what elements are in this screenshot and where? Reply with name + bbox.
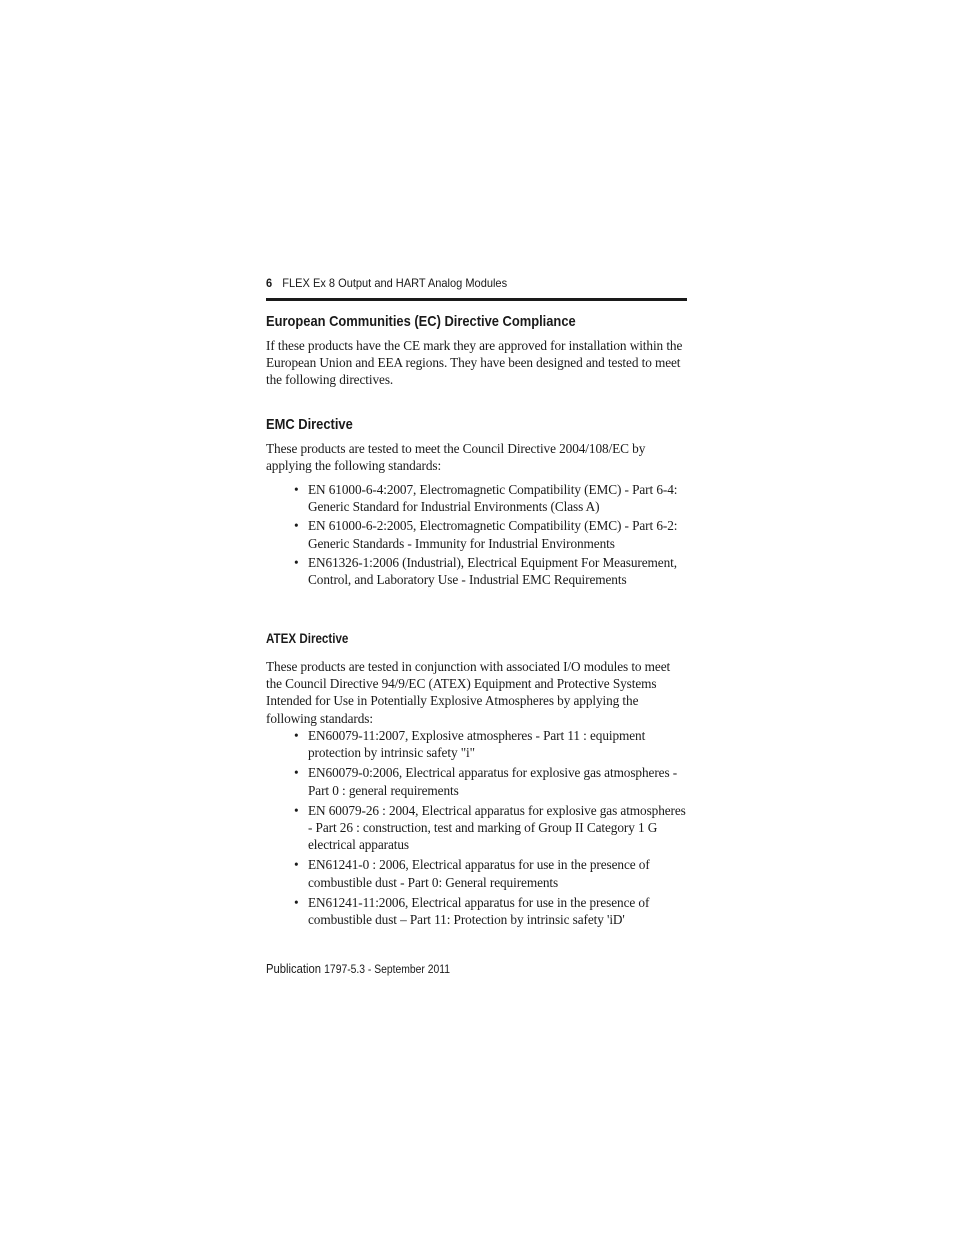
bullet-icon: • xyxy=(294,482,299,497)
publication-number: 1797-5.3 - September 2011 xyxy=(324,964,450,976)
atex-standards-list xyxy=(294,727,689,928)
ec-section-body: If these products have the CE mark they are approved for installation within the European Union and EEA regions. They have been designed and tested to meet the following directives. xyxy=(266,338,683,388)
list-item: • EN 60079-26 : 2004, Electrical apparatus for explosive gas atmospheres - Part 26 : construction, test and marking of Group II Category 1 G electrical apparatus xyxy=(294,802,686,853)
emc-section-body: These products are tested to meet the Council Directive 2004/108/EC by applying the following standards: xyxy=(266,441,646,474)
list-item: • EN61326-1:2006 (Industrial), Electrical Equipment For Measurement, Control, and Laboratory Use - Industrial EMC Requirements xyxy=(294,554,677,588)
bullet-icon: • xyxy=(294,765,299,781)
bullet-icon: • xyxy=(294,518,299,534)
bullet-icon: • xyxy=(294,894,299,910)
page-footer xyxy=(266,962,450,976)
atex-section-title: ATEX Directive xyxy=(266,631,349,646)
page-number: 6 xyxy=(266,276,273,290)
header-rule xyxy=(266,298,687,301)
emc-standards-list xyxy=(294,481,689,588)
running-title: FLEX Ex 8 Output and HART Analog Modules xyxy=(282,276,508,290)
list-item: • EN61241-11:2006, Electrical apparatus for use in the presence of combustible dust – Part 11: Protection by intrinsic safety 'iD' xyxy=(294,894,650,928)
ec-section-title: European Communities (EC) Directive Compliance xyxy=(266,313,576,330)
bullet-icon: • xyxy=(294,802,299,818)
emc-section-title: EMC Directive xyxy=(266,416,353,433)
bullet-icon: • xyxy=(294,857,299,873)
list-item: • EN 61000-6-2:2005, Electromagnetic Compatibility (EMC) - Part 6-2: Generic Standards - Immunity for Industrial Environments xyxy=(294,518,678,551)
publication-label: Publication xyxy=(266,962,322,976)
running-header xyxy=(266,276,653,293)
list-item: • EN60079-0:2006, Electrical apparatus for explosive gas atmospheres - Part 0 : general requirements xyxy=(294,765,678,798)
list-item: • EN60079-11:2007, Explosive atmospheres - Part 11 : equipment protection by intrinsic safety "i" xyxy=(294,728,646,761)
list-item: • EN 61000-6-4:2007, Electromagnetic Compatibility (EMC) - Part 6-4: Generic Standard for Industrial Environments (Class A) xyxy=(294,482,678,515)
list-item: • EN61241-0 : 2006, Electrical apparatus for use in the presence of combustible dust - Part 0: General requirements xyxy=(294,857,650,890)
bullet-icon: • xyxy=(294,554,299,570)
atex-section-body: These products are tested in conjunction with associated I/O modules to meet the Council Directive 94/9/EC (ATEX) Equipment and Protective Systems Intended for Use in Potentially Explosive Atmospheres by applying the following standards: xyxy=(266,659,671,726)
bullet-icon: • xyxy=(294,728,299,743)
document-page xyxy=(266,276,687,928)
